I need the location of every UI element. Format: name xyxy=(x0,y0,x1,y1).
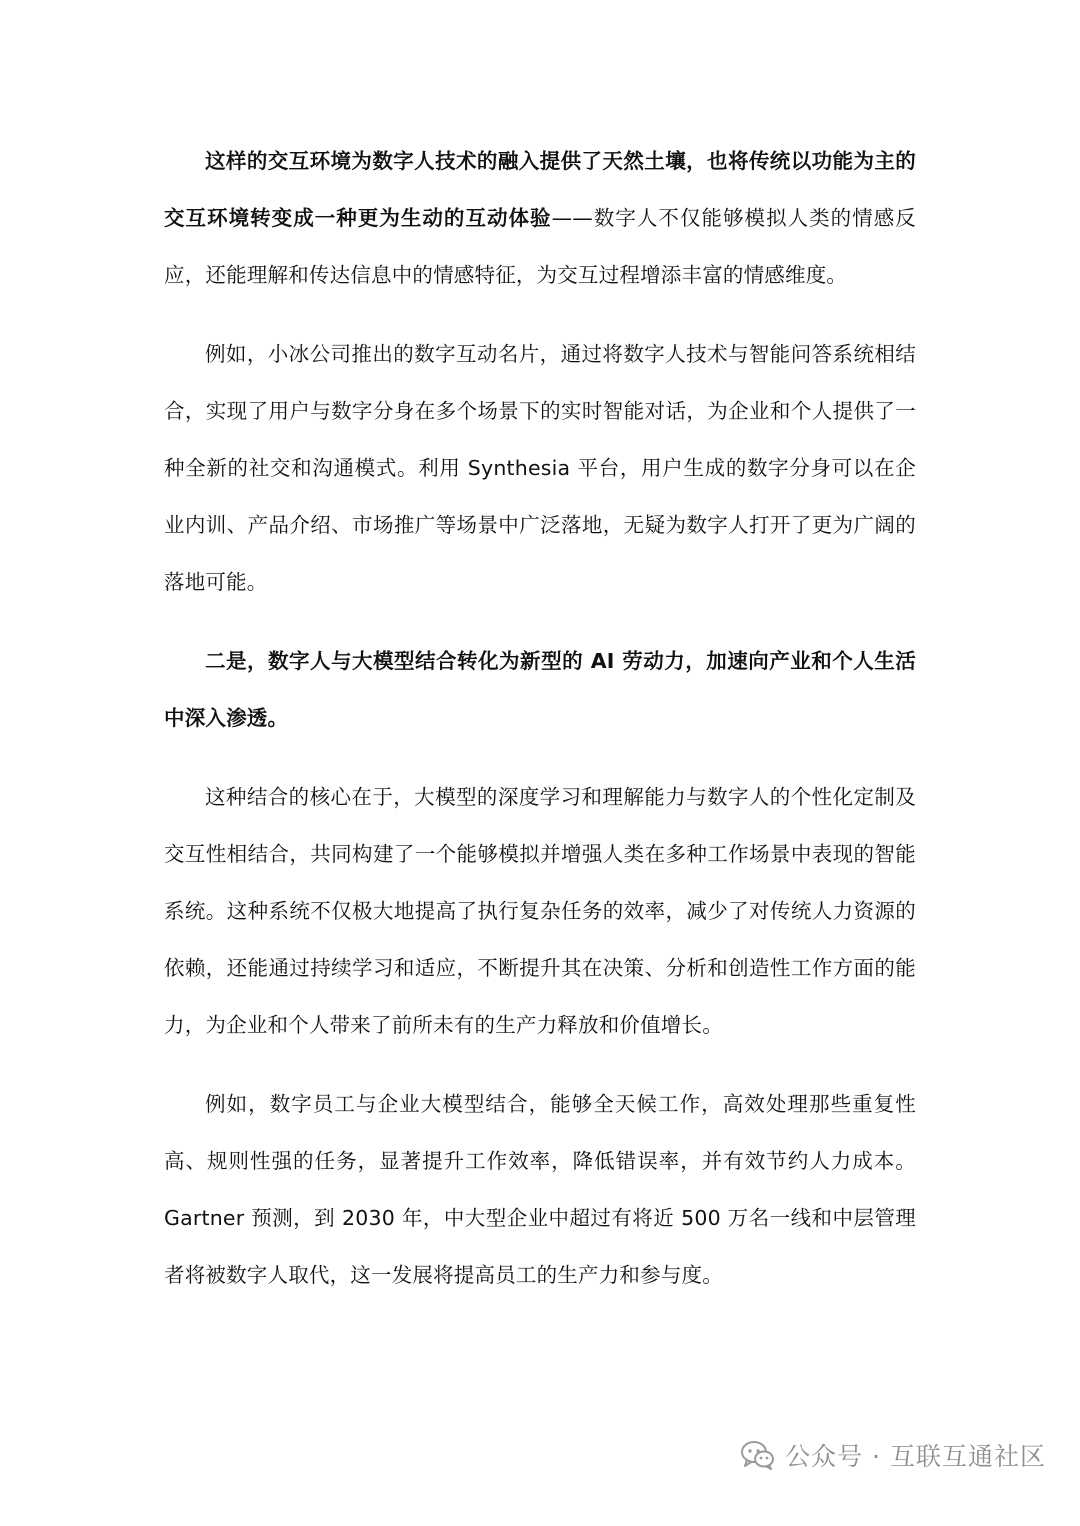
paragraph-combination-core xyxy=(164,769,916,1054)
paragraph-interaction-environment xyxy=(164,133,916,304)
wechat-watermark xyxy=(741,1433,1046,1477)
watermark-text: 公众号 · 互联互通社区 xyxy=(785,1442,1046,1471)
paragraph-bold-lead: 二是，数字人与大模型结合转化为新型的 AI 劳动力，加速向产业和个人生活中深入渗透。 xyxy=(164,649,916,730)
paragraph-text: 例如，小冰公司推出的数字互动名片，通过将数字人技术与智能问答系统相结合，实现了用户与数字分身在多个场景下的实时智能对话，为企业和个人提供了一种全新的社交和沟通模式。利用 Synthesia 平台，用户生成的数字分身可以在企业内训、产品介绍、市场推广等场景中广泛落地，无疑为数字人打开了更为广阔的落地可能。 xyxy=(164,342,916,594)
paragraph-text: 例如，数字员工与企业大模型结合，能够全天候工作，高效处理那些重复性高、规则性强的任务，显著提升工作效率，降低错误率，并有效节约人力成本。Gartner 预测，到 2030 年，中大型企业中超过有将近 500 万名一线和中层管理者将被数字人取代，这一发展将提高员工的生产力和参与度。 xyxy=(164,1092,916,1287)
paragraph-text: ——数字人不仅能够模拟人类的情感反应，还能理解和传达信息中的情感特征，为交互过程增添丰富的情感维度。 xyxy=(164,206,916,287)
paragraph-digital-employee-example xyxy=(164,1076,916,1304)
wechat-icon xyxy=(741,1440,775,1470)
document-body xyxy=(164,133,916,1304)
paragraph-xiaoice-example xyxy=(164,326,916,611)
paragraph-text: 这种结合的核心在于，大模型的深度学习和理解能力与数字人的个性化定制及交互性相结合，共同构建了一个能够模拟并增强人类在多种工作场景中表现的智能系统。这种系统不仅极大地提高了执行复杂任务的效率，减少了对传统人力资源的依赖，还能通过持续学习和适应，不断提升其在决策、分析和创造性工作方面的能力，为企业和个人带来了前所未有的生产力释放和价值增长。 xyxy=(164,785,916,1037)
section-heading-ai-labor xyxy=(164,633,916,747)
paragraph-bold-lead: 这样的交互环境为数字人技术的融入提供了天然土壤，也将传统以功能为主的交互环境转变成一种更为生动的互动体验 xyxy=(164,149,916,230)
